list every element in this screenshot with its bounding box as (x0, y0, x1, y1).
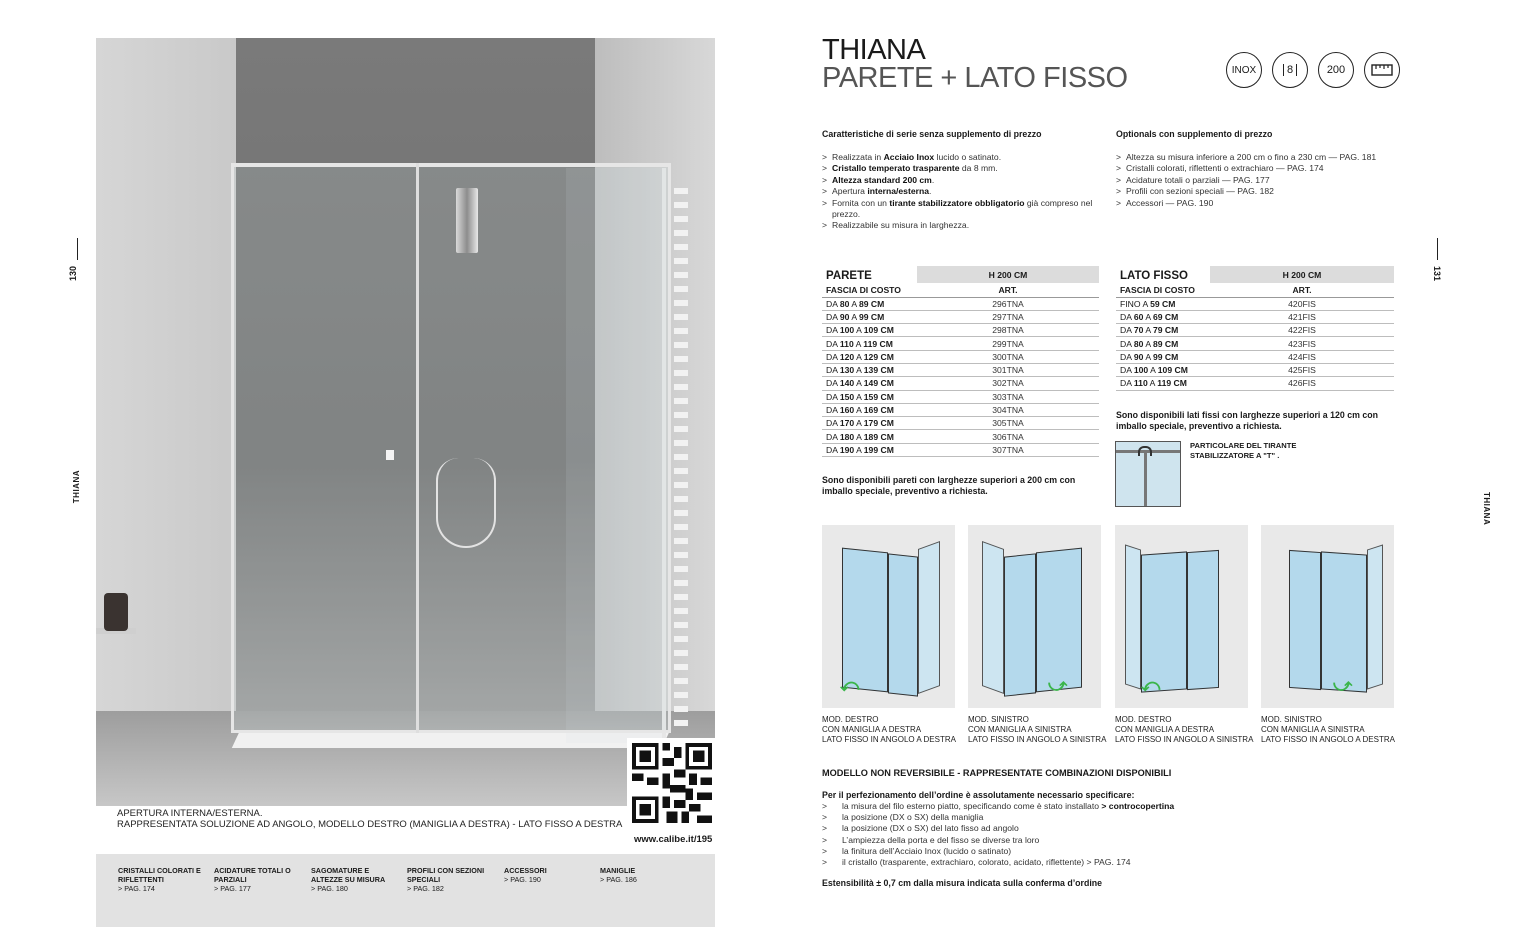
range-part: FINO A (1120, 298, 1151, 309)
list-item (822, 198, 1102, 221)
range-part: DA (826, 351, 840, 362)
range-part: A (854, 365, 864, 376)
range-part: DA (1120, 365, 1134, 376)
page-number-right-text: 131 (1432, 266, 1442, 282)
model-caption-line: LATO FISSO IN ANGOLO A DESTRA (1261, 735, 1395, 744)
footer-item-title: PROFILI CON SEZIONI SPECIALI (407, 866, 485, 884)
not-reversible-heading: MODELLO NON REVERSIBILE - RAPPRESENTATE COMBINAZIONI DISPONIBILI (822, 768, 1172, 778)
model-diagram-2 (968, 525, 1101, 708)
range-part: 139 CM (863, 365, 894, 376)
model-fixed-panel (888, 553, 918, 696)
footer-item-crystals (118, 866, 208, 893)
product-subtitle: PARETE + LATO FISSO (822, 62, 1128, 94)
footer-item-title: SAGOMATURE E ALTEZZE SU MISURA (311, 866, 386, 884)
table-row (822, 350, 1099, 363)
range-part: 169 CM (863, 405, 894, 416)
range-part: 69 CM (1152, 311, 1179, 322)
model-fixed-panel (1004, 553, 1036, 696)
range-part: A (1143, 338, 1153, 349)
list-item (822, 812, 1174, 823)
range-part: 109 CM (1157, 365, 1188, 376)
cost-range-cell (822, 377, 917, 390)
range-part: 150 (839, 391, 855, 402)
range-part: DA (826, 391, 840, 402)
range-part: DA (826, 431, 840, 442)
article-code-cell: 425FIS (1210, 363, 1394, 376)
range-part: DA (826, 418, 840, 429)
cost-range-cell (1116, 363, 1210, 376)
tie-rod-detail-image (1115, 441, 1181, 507)
model-side-panel (1367, 544, 1383, 689)
range-part: A (849, 298, 859, 309)
range-part: A (854, 351, 864, 362)
range-part: 60 (1133, 311, 1144, 322)
lato-sub-right: ART. (1210, 283, 1394, 297)
list-item-pre: Realizzata in (832, 152, 884, 162)
model-caption-1 (822, 715, 956, 745)
range-part: 180 (839, 431, 855, 442)
table-row (822, 403, 1099, 416)
table-row (822, 377, 1099, 390)
lato-fisso-price-table (1116, 266, 1394, 391)
model-diagram-4 (1261, 525, 1394, 708)
product-title: THIANA (822, 34, 926, 66)
article-code-cell: 301TNA (917, 363, 1099, 376)
model-caption-line: CON MANIGLIA A DESTRA (1115, 725, 1215, 734)
list-item-text: la posizione (DX o SX) del lato fisso ad angolo (842, 823, 1019, 834)
range-part: DA (1120, 351, 1134, 362)
range-part: 80 (1133, 338, 1144, 349)
list-item-text: la misura del filo esterno piatto, specificando come è stato installato (842, 801, 1102, 811)
article-code-cell: 296TNA (917, 297, 1099, 310)
lato-sub-left: FASCIA DI COSTO (1116, 283, 1210, 297)
range-part: 110 (1133, 378, 1148, 389)
optionals-list (1116, 152, 1406, 209)
list-item-bold: interna/esterna (867, 186, 929, 197)
footer-item-handles (600, 866, 690, 884)
list-item: > Cristalli colorati, riflettenti o extrachiaro — PAG. 174 (1116, 163, 1406, 174)
footer-item-page: > PAG. 190 (504, 875, 541, 884)
footer-item-page: > PAG. 174 (118, 884, 155, 893)
table-row (822, 297, 1099, 310)
footer-item-shaping (311, 866, 401, 893)
cost-range-cell (1116, 337, 1210, 350)
cost-range-cell (1116, 350, 1210, 363)
footer-item-title: ACCESSORI (504, 866, 547, 875)
list-item-bold: tirante stabilizzatore obbligatorio (889, 197, 1025, 208)
article-code-cell: 300TNA (917, 350, 1099, 363)
range-part: 199 CM (863, 444, 894, 455)
model-caption-line: CON MANIGLIA A SINISTRA (968, 725, 1072, 734)
article-code-cell: 298TNA (917, 324, 1099, 337)
table-row (1116, 297, 1394, 310)
table-row (1116, 337, 1394, 350)
detail-caption-line2: STABILIZZATORE A "T" . (1190, 450, 1280, 460)
list-item (822, 846, 1174, 857)
article-code-cell: 307TNA (917, 443, 1099, 456)
lato-note: Sono disponibili lati fissi con larghezze superiori a 120 cm con imballo speciale, preventivo a richiesta. (1116, 410, 1379, 431)
list-item: > Altezza su misura inferiore a 200 cm o fino a 230 cm — PAG. 181 (1116, 152, 1406, 163)
parete-sub-right: ART. (917, 283, 1099, 297)
footer-item-etching (214, 866, 304, 893)
list-item-post: lucido o satinato. (934, 152, 1002, 162)
range-part: DA (1120, 325, 1134, 336)
table-row (1116, 363, 1394, 376)
article-code-cell: 304TNA (917, 403, 1099, 416)
range-part: 89 CM (1152, 338, 1179, 349)
parete-note: Sono disponibili pareti con larghezze superiori a 200 cm con imballo speciale, preventivo a richiesta. (822, 475, 1076, 496)
range-part: A (1148, 365, 1158, 376)
article-code-cell: 423FIS (1210, 337, 1394, 350)
table-row (822, 417, 1099, 430)
opening-arrow-icon: ⤺ (1141, 675, 1161, 695)
table-row (1116, 324, 1394, 337)
range-part: 129 CM (863, 351, 894, 362)
model-caption-line: LATO FISSO IN ANGOLO A DESTRA (822, 735, 956, 744)
table-row (1116, 310, 1394, 323)
list-item-post: da 8 mm. (959, 163, 998, 174)
list-item-post: . (928, 186, 932, 197)
footer-item-accessories (504, 866, 594, 884)
model-door-panel (842, 548, 888, 693)
model-fixed-panel (1289, 550, 1321, 690)
cost-range-cell (822, 363, 917, 376)
range-part: DA (826, 444, 840, 455)
range-part: 70 (1133, 325, 1144, 336)
height-200-icon (1318, 52, 1354, 88)
list-item (822, 835, 1174, 846)
parete-table-title: PARETE (826, 270, 872, 282)
product-photo (96, 38, 715, 806)
model-diagram-1 (822, 525, 955, 708)
model-caption-line: LATO FISSO IN ANGOLO A SINISTRA (968, 735, 1107, 744)
cost-range-cell (822, 430, 917, 443)
range-part: 90 (1133, 351, 1144, 362)
range-part: DA (826, 365, 840, 376)
table-row (822, 363, 1099, 376)
range-part: A (853, 338, 864, 349)
list-item (822, 220, 1102, 231)
model-door-panel (1321, 551, 1367, 692)
lato-table-title: LATO FISSO (1120, 270, 1188, 282)
detail-caption-line1: PARTICOLARE DEL TIRANTE (1190, 441, 1297, 450)
parete-sub-left: FASCIA DI COSTO (822, 283, 917, 297)
list-item-text: la posizione (DX o SX) della maniglia (842, 812, 984, 823)
cost-range-cell (822, 297, 917, 310)
range-part: 109 CM (863, 325, 894, 336)
footer-item-title: ACIDATURE TOTALI O PARZIALI (214, 866, 291, 884)
range-part: 80 (839, 298, 850, 309)
range-part: DA (1120, 378, 1134, 389)
article-code-cell: 297TNA (917, 310, 1099, 323)
parete-col-header: H 200 CM (917, 266, 1099, 283)
cost-range-cell (822, 310, 917, 323)
range-part: A (849, 311, 859, 322)
list-item-bold: Altezza standard 200 cm (832, 174, 932, 185)
model-side-panel (982, 541, 1004, 694)
list-item: > Accessori — PAG. 190 (1116, 198, 1406, 209)
list-item-bold: > controcopertina (1101, 801, 1175, 811)
opening-arrow-icon: ⤻ (1048, 675, 1068, 695)
footer-item-page: > PAG. 180 (311, 884, 348, 893)
list-item-bold: Cristallo temperato trasparente (832, 163, 960, 174)
model-caption-line: MOD. DESTRO (1115, 715, 1172, 724)
side-label-right: THIANA (1482, 492, 1491, 526)
range-part: 110 (839, 338, 854, 349)
article-code-cell: 305TNA (917, 417, 1099, 430)
model-diagram-3 (1115, 525, 1248, 708)
qr-code-icon[interactable] (627, 738, 717, 828)
range-part: 90 (839, 311, 850, 322)
range-part: DA (1120, 311, 1134, 322)
range-part: 190 (839, 444, 855, 455)
range-part: DA (826, 311, 840, 322)
footer-item-title: MANIGLIE (600, 866, 636, 875)
range-part: 89 CM (858, 298, 885, 309)
optionals-heading: Optionals con supplemento di prezzo (1116, 129, 1273, 139)
table-row (822, 337, 1099, 350)
range-part: A (854, 378, 864, 389)
photo-caption-line1: APERTURA INTERNA/ESTERNA. (117, 808, 263, 819)
range-part: A (1147, 378, 1158, 389)
glass-8mm-icon-label: 8 (1283, 64, 1297, 76)
list-item: > Acidature totali o parziali — PAG. 177 (1116, 175, 1406, 186)
list-item-text: il cristallo (trasparente, extrachiaro, colorato, acidato, riflettente) > PAG. 174 (842, 857, 1131, 868)
model-side-panel (918, 541, 940, 694)
cost-range-cell (1116, 324, 1210, 337)
range-part: 119 CM (1157, 378, 1187, 389)
model-caption-4 (1261, 715, 1395, 745)
range-part: DA (826, 338, 840, 349)
opening-arrow-icon: ⤺ (840, 675, 860, 695)
model-door-panel (1141, 551, 1187, 692)
cost-range-cell (822, 417, 917, 430)
cost-range-cell (822, 324, 917, 337)
article-code-cell: 303TNA (917, 390, 1099, 403)
footer-item-profiles (407, 866, 497, 893)
range-part: A (854, 325, 864, 336)
page-number-right (1428, 238, 1448, 298)
range-part: DA (826, 405, 840, 416)
list-item (822, 163, 1102, 174)
range-part: 170 (839, 418, 855, 429)
list-item-post: già compreso nel prezzo. (832, 197, 1093, 220)
list-item-bold: Acciaio Inox (883, 152, 935, 162)
cost-range-cell (1116, 310, 1210, 323)
range-part: 59 CM (1150, 298, 1176, 309)
list-item (822, 152, 1102, 163)
inox-icon-label: INOX (1231, 64, 1257, 76)
model-caption-line: MOD. SINISTRO (1261, 715, 1322, 724)
range-part: 99 CM (1152, 351, 1179, 362)
opening-arrow-icon: ⤻ (1333, 675, 1353, 695)
table-row (822, 390, 1099, 403)
range-part: A (854, 391, 864, 402)
range-part: 179 CM (863, 418, 894, 429)
range-part: 119 CM (863, 338, 893, 349)
range-part: A (854, 431, 864, 442)
range-part: 160 (839, 405, 855, 416)
table-row (822, 324, 1099, 337)
cost-range-cell (1116, 377, 1210, 390)
model-caption-line: MOD. DESTRO (822, 715, 879, 724)
footer-item-title: CRISTALLI COLORATI E RIFLETTENTI (118, 866, 201, 884)
list-item-text: la finitura dell’Acciaio Inox (lucido o satinato) (842, 845, 1012, 856)
list-item (822, 823, 1174, 834)
range-part: 189 CM (863, 431, 894, 442)
range-part: DA (826, 298, 840, 309)
side-label-left: THIANA (72, 470, 81, 504)
glass-8mm-icon (1272, 52, 1308, 88)
standard-features-heading: Caratteristiche di serie senza supplemento di prezzo (822, 129, 1042, 139)
range-part: A (1143, 311, 1153, 322)
cost-range-cell (822, 350, 917, 363)
table-row (1116, 350, 1394, 363)
list-item-post: . (931, 174, 935, 185)
tie-rod-detail-caption (1190, 441, 1296, 460)
lato-col-header: H 200 CM (1210, 266, 1394, 283)
footer-optional-band (96, 854, 715, 927)
footer-item-page: > PAG. 177 (214, 884, 251, 893)
footer-item-page: > PAG. 186 (600, 875, 637, 884)
page-number-left (68, 238, 88, 298)
list-item-pre: Realizzabile su misura in larghezza. (832, 220, 970, 231)
model-side-panel (1125, 544, 1141, 689)
parete-price-table (822, 266, 1099, 457)
range-part: 130 (839, 365, 855, 376)
article-code-cell: 302TNA (917, 377, 1099, 390)
article-code-cell: 421FIS (1210, 310, 1394, 323)
standard-features-list (822, 152, 1102, 232)
article-code-cell: 422FIS (1210, 324, 1394, 337)
height-200-icon-label: 200 (1326, 64, 1346, 76)
model-door-panel (1036, 548, 1082, 693)
table-row (822, 443, 1099, 456)
photo-caption-line2: RAPPRESENTATA SOLUZIONE AD ANGOLO, MODELLO DESTRO (MANIGLIA A DESTRA) - LATO FISSO A DESTRA (117, 819, 623, 830)
range-part: 100 (839, 325, 855, 336)
page-number-left-text: 130 (68, 266, 78, 282)
list-item (822, 175, 1102, 186)
article-code-cell: 299TNA (917, 337, 1099, 350)
article-code-cell: 426FIS (1210, 377, 1394, 390)
range-part: 159 CM (863, 391, 894, 402)
range-part: A (854, 444, 864, 455)
cost-range-cell (822, 390, 917, 403)
range-part: 120 (839, 351, 855, 362)
list-item-pre: Apertura (832, 186, 868, 197)
model-caption-2 (968, 715, 1106, 745)
model-caption-line: CON MANIGLIA A DESTRA (822, 725, 922, 734)
order-list (822, 801, 1174, 868)
cost-range-cell (822, 337, 917, 350)
model-caption-line: MOD. SINISTRO (968, 715, 1029, 724)
list-item (822, 186, 1102, 197)
table-row (822, 310, 1099, 323)
range-part: 99 CM (858, 311, 885, 322)
range-part: DA (826, 325, 840, 336)
range-part: 140 (839, 378, 855, 389)
table-row (1116, 377, 1394, 390)
list-item-pre: Fornita con un (832, 197, 890, 208)
range-part: 79 CM (1152, 325, 1179, 336)
list-item (822, 801, 1174, 812)
range-part: A (1143, 351, 1153, 362)
inox-icon (1226, 52, 1262, 88)
table-row (822, 430, 1099, 443)
range-part: A (854, 405, 864, 416)
order-heading: Per il perfezionamento dell’ordine è assolutamente necessario specificare: (822, 790, 1135, 800)
cost-range-cell (822, 443, 917, 456)
range-part: 100 (1133, 365, 1149, 376)
model-fixed-panel (1187, 550, 1219, 690)
model-caption-line: LATO FISSO IN ANGOLO A SINISTRA (1115, 735, 1254, 744)
model-caption-3 (1115, 715, 1253, 745)
article-code-cell: 424FIS (1210, 350, 1394, 363)
footer-item-page: > PAG. 182 (407, 884, 444, 893)
photo-caption (117, 808, 622, 830)
cost-range-cell (1116, 297, 1210, 310)
list-item-text: L’ampiezza della porta e del fisso se diverse tra loro (842, 834, 1040, 845)
qr-url[interactable]: www.calibe.it/195 (634, 834, 713, 845)
extensibility-note: Estensibilità ± 0,7 cm dalla misura indicata sulla conferma d’ordine (822, 878, 1103, 888)
range-part: 149 CM (863, 378, 894, 389)
list-item (822, 857, 1174, 868)
model-caption-line: CON MANIGLIA A SINISTRA (1261, 725, 1365, 734)
article-code-cell: 420FIS (1210, 297, 1394, 310)
range-part: A (1143, 325, 1153, 336)
list-item: > Profili con sezioni speciali — PAG. 182 (1116, 186, 1406, 197)
custom-measure-icon (1364, 52, 1400, 88)
article-code-cell: 306TNA (917, 430, 1099, 443)
range-part: DA (1120, 338, 1134, 349)
cost-range-cell (822, 403, 917, 416)
range-part: A (854, 418, 864, 429)
range-part: DA (826, 378, 840, 389)
